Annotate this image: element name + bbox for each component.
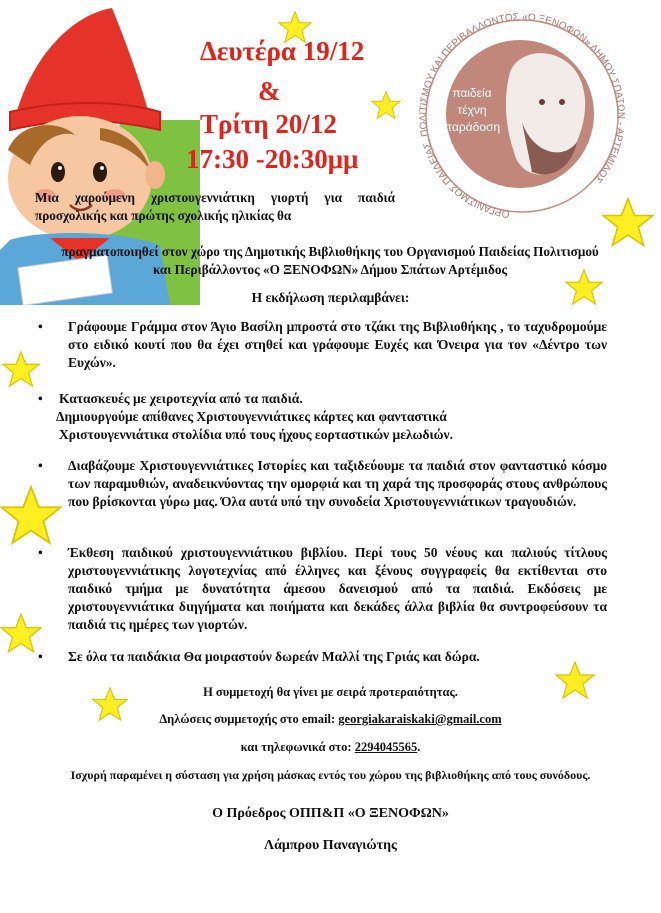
signature-name: Λάμπρου Παναγιώτης (264, 838, 397, 853)
bullet-icon: • (38, 458, 43, 473)
intro-text-continued: πραγματοποιηθεί στον χώρο της Δημοτικής Βιβλιοθήκης του Οργανισμού Παιδείας Πολιτισμού και Περιβάλλοντος «Ο ΞΕΝΟΦΩΝ» Δήμου Σπάτων Αρτέμιδος (61, 244, 599, 277)
star-icon (602, 196, 654, 248)
bullet-icon: • (38, 391, 43, 406)
star-icon (371, 90, 401, 120)
bullet-icon: • (38, 545, 43, 560)
logo-word-1: παιδεία (452, 86, 492, 100)
email-line (0, 712, 661, 727)
ampersand: & (258, 76, 281, 106)
email-label: Δηλώσεις συμμετοχής στο email: (159, 712, 336, 726)
intro-text: Μια χαρούμενη χριστουγεννιάτικη γιορτή για παιδιά προσχολικής και πρώτης σχολικής ηλικίας θα (35, 190, 395, 223)
priority-note: Η συμμετοχή θα γίνει με σειρά προτεραιότητας. (203, 685, 458, 699)
list-item-line: Δημιουργούμε απίθανες Χριστουγεννιάτικες κάρτες και φανταστικά (56, 409, 447, 424)
list-item: • Έκθεση παιδικού χριστουγεννιάτικου βιβλίου. Περί τους 50 νέους και παλιούς τίτλους χριστουγεννιάτικης λογοτεχνίας από έλληνες και ξένους συγγραφείς θα εκτίθενται στο παιδικό τμήμα με δυνατότητα άμεσου δανεισμού από τα παιδιά. Εκδόσεις με χριστουγεννιάτικα διηγήματα και ποιήματα και δεκάδες άλλα βιβλία θα συντροφεύσουν τα παιδιά τις ημέρες των γιορτών. (38, 545, 607, 632)
phone-suffix: . (417, 740, 421, 754)
list-item-line: Χριστουγεννιάτικα στολίδια υπό τους ήχους εορταστικών μελωδιών. (59, 427, 453, 442)
phone-link[interactable]: 2294045565 (354, 740, 418, 754)
bullet-icon: • (38, 649, 43, 664)
email-link[interactable]: georgiakaraiskaki@gmail.com (338, 712, 502, 726)
event-time: 17:30 -20:30μμ (186, 144, 359, 174)
star-icon (0, 612, 42, 654)
phone-label: και τηλεφωνικά στο: (240, 740, 352, 754)
program-heading: Η εκδήλωση περιλαμβάνει: (251, 290, 410, 305)
list-item-line: Κατασκευές με χειροτεχνία από τα παιδιά. (59, 391, 303, 406)
star-icon (2, 350, 40, 388)
event-date-tuesday: Τρίτη 20/12 (200, 109, 337, 139)
logo-word-3: παράδοση (443, 120, 501, 134)
list-item: • Διαβάζουμε Χριστουγεννιάτικες Ιστορίες και ταξιδεύουμε τα παιδιά στον φανταστικό κόσμο των παραμυθιών, αναδεικνύοντας την ομορφιά και τη χαρά της προσφοράς στους ανθρώπους που βρίσκονται γύρω μας. Όλα αυτά υπό την συνοδεία Χριστουγεννιάτικων τραγουδιών. (38, 458, 607, 509)
list-item (38, 390, 607, 444)
signature-title: Ο Πρόεδρος ΟΠΠ&Π «Ο ΞΕΝΟΦΩΝ» (212, 806, 449, 821)
phone-line (0, 740, 661, 755)
bullet-icon: • (38, 319, 43, 334)
mask-notice: Ισχυρή παραμένει η σύσταση για χρήση μάσκας εντός του χώρου της βιβλιοθήκης από τους συνόδους. (70, 768, 591, 782)
list-item: • Γράφουμε Γράμμα στον Άγιο Βασίλη μπροστά στο τζάκι της Βιβλιοθήκης , το ταχυδρομούμε στο ειδικό κουτί που θα έχει στηθεί και γράφουμε Ευχές και Όνειρα για τον «Δέντρο των Ευχών». (38, 319, 607, 370)
event-date-monday: Δευτέρα 19/12 (200, 36, 365, 66)
logo-ring-text: ΟΡΓΑΝΙΣΜΟΣ ΠΑΙΔΕΙΑΣ, ΠΟΛΙΤΙΣΜΟΥ ΚΑΙ ΠΕΡΙΒΑΛΛΟΝΤΟΣ «Ο ΞΕΝΟΦΩΝ» ΔΗΜΟΥ ΣΠΑΤΩΝ - ΑΡΤΕΜΙΔΟΣ (418, 11, 627, 220)
logo-word-2: τέχνη (457, 103, 487, 117)
list-item: • Σε όλα τα παιδάκια Θα μοιραστούν δωρεάν Μαλλί της Γριάς και δώρα. (38, 649, 480, 664)
